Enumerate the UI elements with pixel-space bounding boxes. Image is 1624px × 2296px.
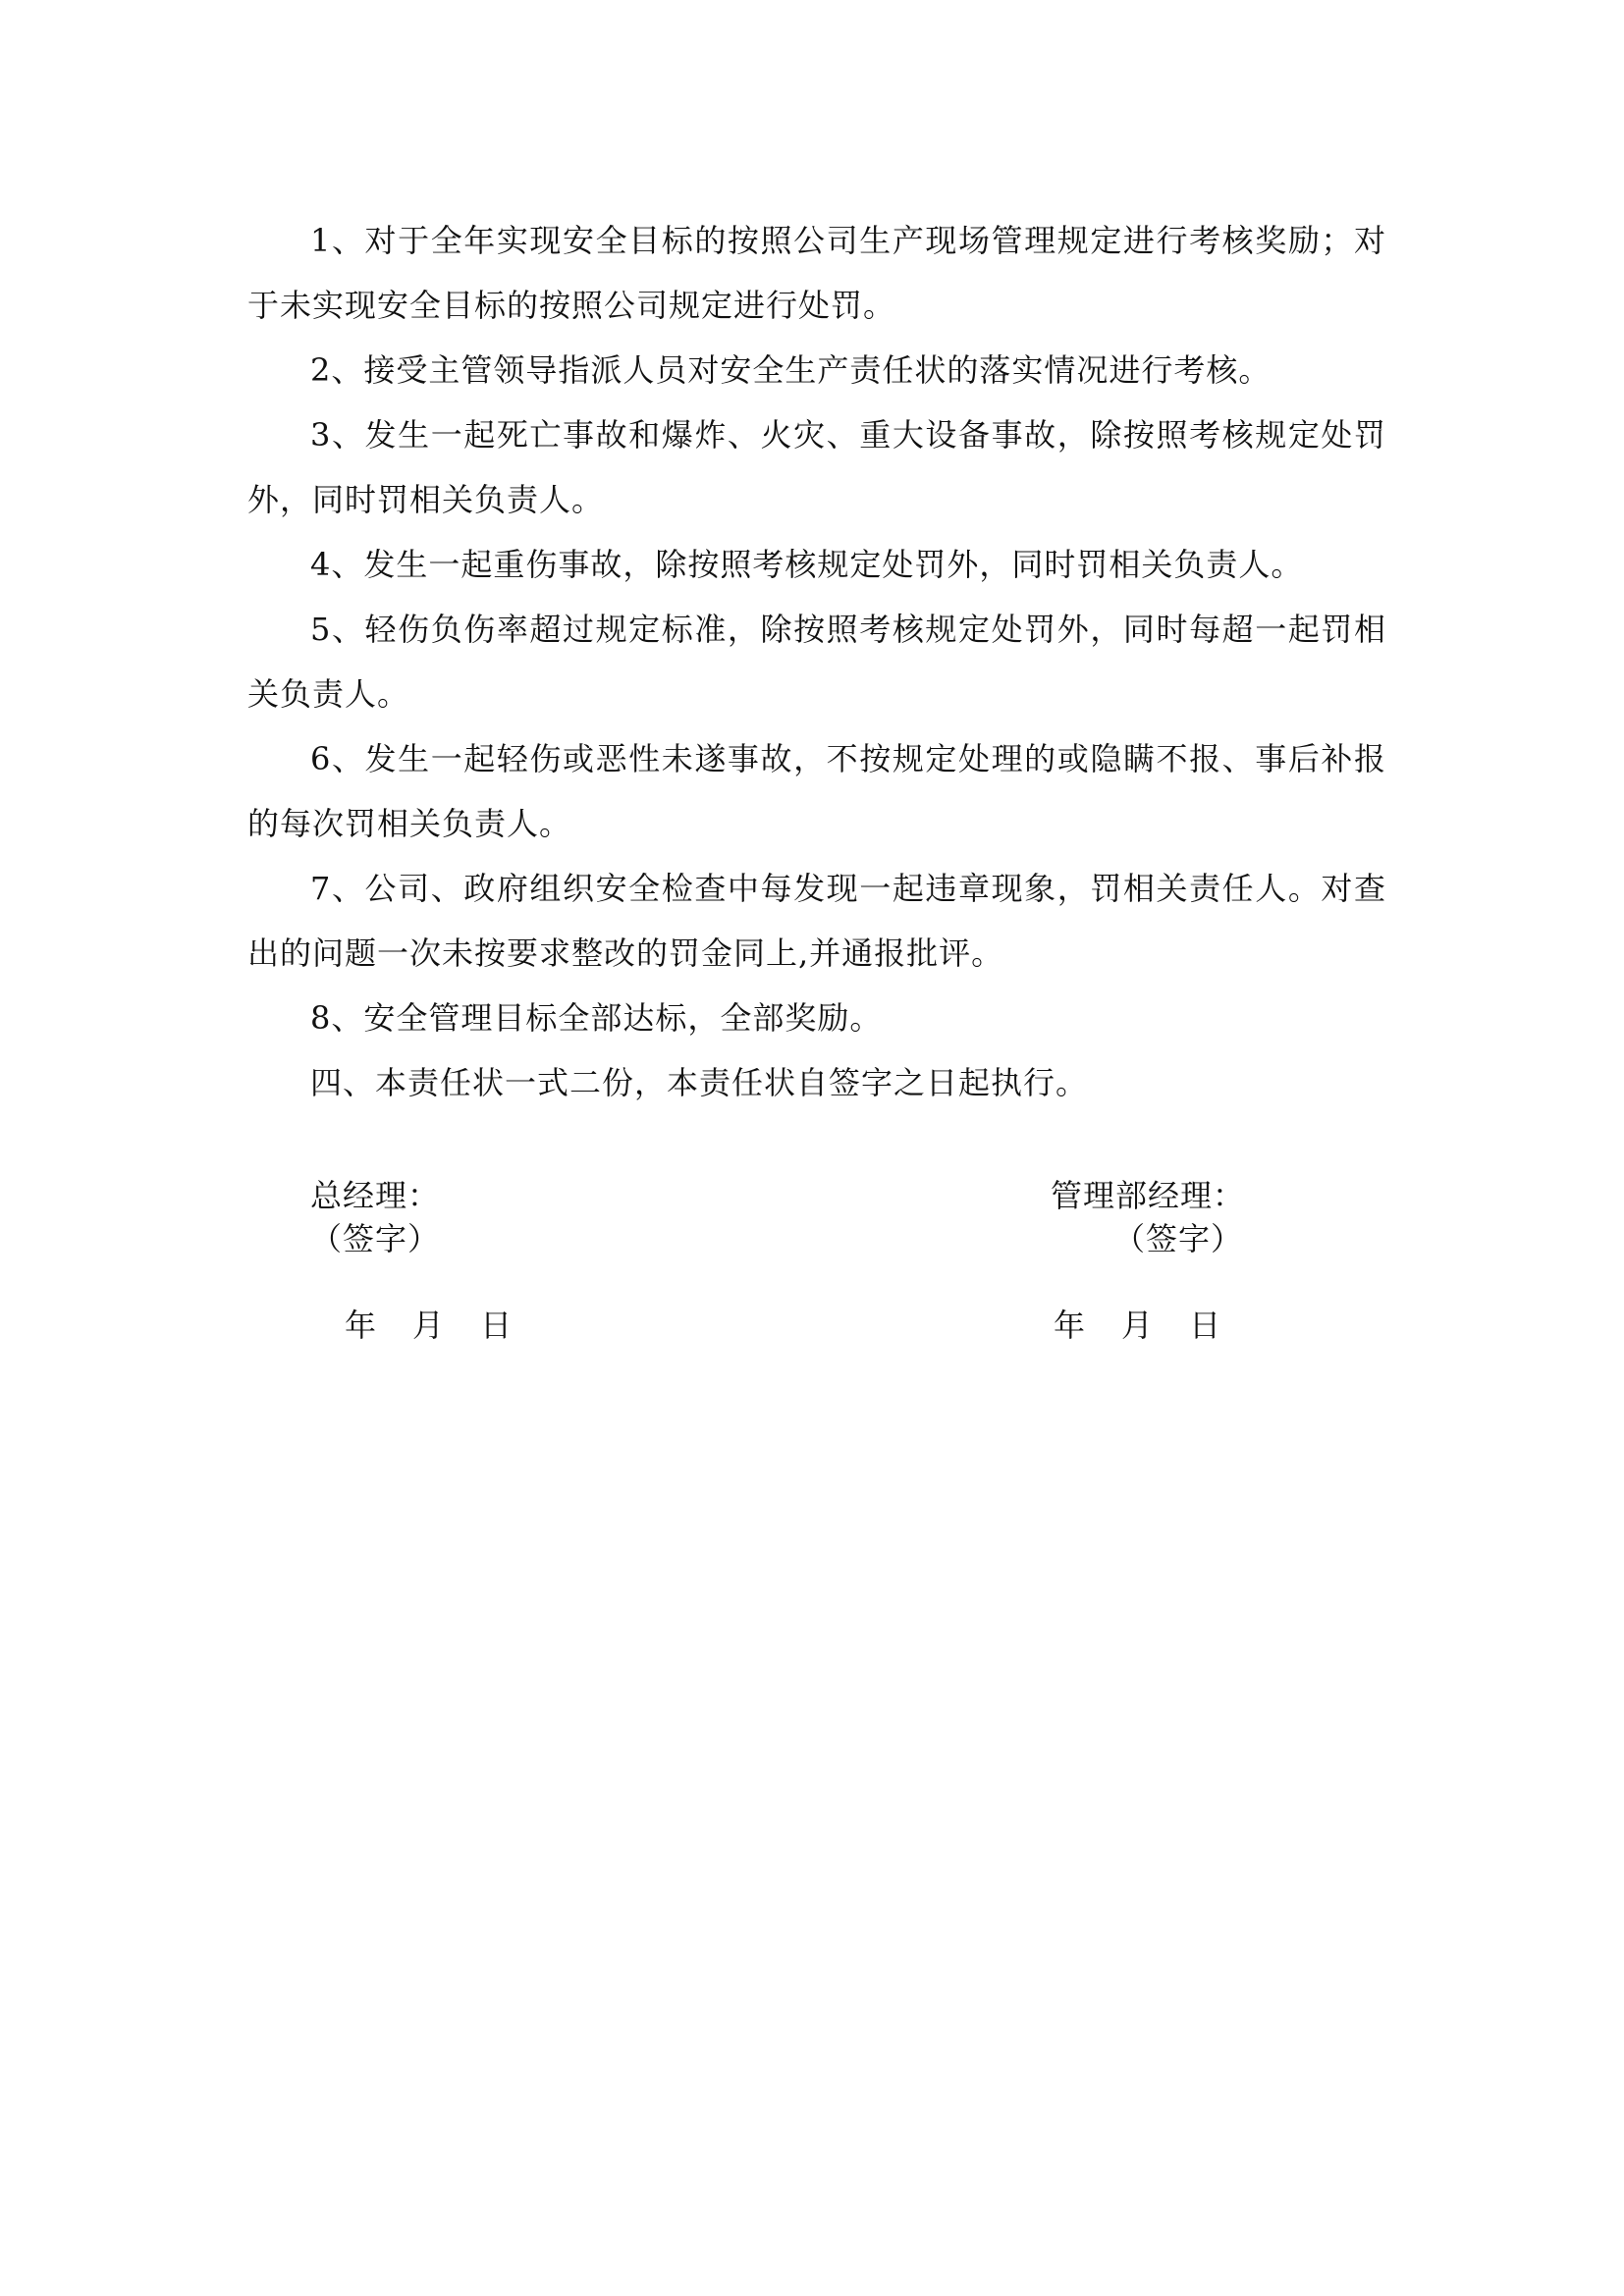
signature-title: 总经理： (310, 1177, 441, 1214)
clause-4th-section: 四、本责任状一式二份，本责任状自签字之日起执行。 (310, 1064, 1089, 1101)
date-day-label: 日 (480, 1307, 514, 1344)
clause-1: 1、对于全年实现安全目标的按照公司生产现场管理规定进行考核奖励；对于未实现安全目标的按照公司规定进行处罚。 (247, 222, 1386, 324)
clause-6: 6、发生一起轻伤或恶性未遂事故，不按规定处理的或隐瞒不报、事后补报的每次罚相关负责人。 (247, 740, 1386, 842)
document-body (247, 208, 1386, 1115)
clause-4: 4、发生一起重伤事故，除按照考核规定处罚外，同时罚相关负责人。 (310, 546, 1304, 583)
date-day-label: 日 (1189, 1307, 1222, 1344)
signature-date (988, 1260, 1245, 1390)
signature-note: （签字） (310, 1220, 441, 1257)
clause-7: 7、公司、政府组织安全检查中每发现一起违章现象，罚相关责任人。对查出的问题一次未按要求整改的罚金同上,并通报批评。 (247, 870, 1386, 972)
date-year-label: 年 (345, 1307, 378, 1344)
clause-3: 3、发生一起死亡事故和爆炸、火灾、重大设备事故，除按照考核规定处罚外，同时罚相关负责人。 (247, 416, 1386, 518)
clause-8: 8、安全管理目标全部达标，全部奖励。 (310, 999, 883, 1037)
signature-note: （签字） (1113, 1220, 1244, 1257)
date-year-label: 年 (1054, 1307, 1087, 1344)
clause-5: 5、轻伤负伤率超过规定标准，除按照考核规定处罚外，同时每超一起罚相关负责人。 (247, 611, 1386, 713)
clause-2: 2、接受主管领导指派人员对安全生产责任状的落实情况进行考核。 (310, 351, 1272, 389)
signature-date (279, 1260, 513, 1390)
signature-block-management-manager (1051, 1174, 1245, 1390)
date-month-label: 月 (1121, 1307, 1155, 1344)
signature-block-general-manager (310, 1174, 513, 1390)
date-month-label: 月 (412, 1307, 446, 1344)
signature-title: 管理部经理： (1051, 1177, 1246, 1214)
